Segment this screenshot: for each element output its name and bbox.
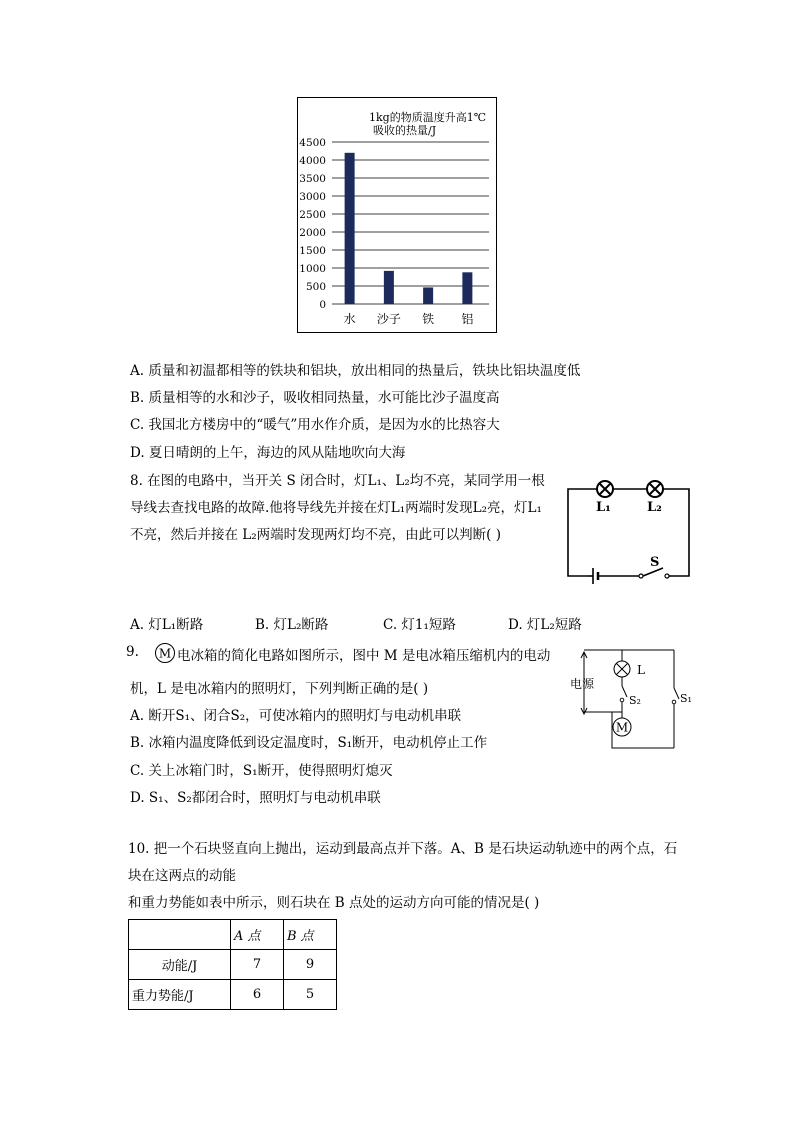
table-cell: 6 bbox=[231, 980, 284, 1010]
y-tick-label: 1500 bbox=[299, 245, 326, 257]
chart-title-line2: 吸收的热量/J bbox=[373, 124, 437, 137]
lamp-l-icon bbox=[614, 661, 630, 677]
q8-option-b[interactable]: B. 灯L₂断路 bbox=[255, 617, 329, 633]
y-tick-label: 3000 bbox=[299, 191, 326, 203]
battery-icon bbox=[588, 568, 639, 584]
power-source-label: 电源 bbox=[570, 677, 595, 691]
table-row bbox=[129, 980, 337, 1010]
q8-circuit-diagram bbox=[563, 476, 693, 586]
q8-option-a[interactable]: A. 灯L₁断路 bbox=[130, 617, 204, 633]
energy-table bbox=[128, 919, 337, 1010]
bar-3 bbox=[462, 272, 472, 304]
lamp-l-label: L bbox=[637, 663, 645, 677]
q9-stem-line2: 机，L 是电冰箱内的照明灯，下列判断正确的是( ) bbox=[130, 681, 429, 697]
y-tick-label: 500 bbox=[305, 281, 326, 293]
x-category-label: 铝 bbox=[461, 312, 474, 326]
q8-stem-line2: 导线去查找电路的故障.他将导线先并接在灯L₁两端时发现L₂亮，灯L₁ bbox=[130, 500, 542, 516]
x-category-label: 水 bbox=[343, 312, 356, 326]
q9-option-d[interactable]: D. S₁、S₂都闭合时，照明灯与电动机串联 bbox=[130, 790, 381, 806]
q9-option-c[interactable]: C. 关上冰箱门时，S₁断开，使得照明灯熄灭 bbox=[130, 763, 393, 779]
q7-option-d[interactable]: D. 夏日晴朗的上午，海边的风从陆地吹向大海 bbox=[130, 445, 406, 461]
x-category-label: 铁 bbox=[422, 312, 435, 326]
q9-option-b[interactable]: B. 冰箱内温度降低到设定温度时，S₁断开，电动机停止工作 bbox=[130, 735, 488, 751]
switch-s1-icon bbox=[672, 688, 679, 704]
table-header-row bbox=[129, 920, 337, 950]
q7-option-a[interactable]: A. 质量和初温都相等的铁块和铝块，放出相同的热量后，铁块比铝块温度低 bbox=[130, 363, 581, 379]
q7-option-b[interactable]: B. 质量相等的水和沙子，吸收相同热量，水可能比沙子温度高 bbox=[130, 390, 500, 406]
y-tick-label: 2000 bbox=[299, 227, 326, 239]
switch-s-label: S bbox=[650, 555, 660, 570]
bar-1 bbox=[384, 271, 394, 304]
table-row-label: 重力势能/J bbox=[129, 980, 231, 1010]
table-header-cell bbox=[129, 920, 231, 950]
y-tick-label: 0 bbox=[319, 299, 326, 311]
table-header-cell: B 点 bbox=[284, 920, 337, 950]
bar-0 bbox=[345, 153, 355, 304]
motor-symbol-label: M bbox=[158, 646, 172, 661]
q8-circuit-wire bbox=[663, 489, 689, 576]
y-tick-label: 4000 bbox=[299, 155, 326, 167]
y-tick-label: 2500 bbox=[299, 209, 326, 221]
bar-2 bbox=[423, 287, 433, 304]
table-cell: 5 bbox=[284, 980, 337, 1010]
q10-stem-line2: 块在这两点的动能 bbox=[128, 868, 236, 884]
q8-stem-line3: 不亮，然后并接在 L₂两端时发现两灯均不亮，由此可以判断( ) bbox=[130, 527, 501, 543]
lamp-l2-label: L₂ bbox=[647, 500, 662, 515]
table-cell: 7 bbox=[231, 950, 284, 980]
y-tick-label: 4500 bbox=[299, 137, 326, 149]
y-tick-label: 1000 bbox=[299, 263, 326, 275]
motor-symbol-icon bbox=[154, 642, 176, 664]
q7-option-c[interactable]: C. 我国北方楼房中的“暖气”用水作介质，是因为水的比热容大 bbox=[130, 417, 500, 433]
table-cell: 9 bbox=[284, 950, 337, 980]
q10-stem-line3: 和重力势能如表中所示，则石块在 B 点处的运动方向可能的情况是( ) bbox=[128, 895, 540, 911]
switch-s1-label: S₁ bbox=[680, 692, 692, 705]
y-tick-label: 3500 bbox=[299, 173, 326, 185]
lamp-l1-label: L₁ bbox=[596, 500, 611, 515]
switch-s2-label: S₂ bbox=[629, 694, 641, 707]
q9-option-a[interactable]: A. 断开S₁、闭合S₂，可使冰箱内的照明灯与电动机串联 bbox=[130, 708, 462, 724]
switch-s2-icon bbox=[620, 686, 627, 702]
lamp-l2-icon bbox=[647, 481, 663, 497]
q10-stem-line1: 10. 把一个石块竖直向上抛出，运动到最高点并下落。A、B 是石块运动轨迹中的两个点，石 bbox=[128, 841, 678, 857]
q8-option-c[interactable]: C. 灯1₁短路 bbox=[383, 617, 456, 633]
lamp-l1-icon bbox=[597, 481, 613, 497]
heat-bar-chart bbox=[297, 97, 497, 333]
q9-number: 9. bbox=[126, 644, 139, 660]
x-category-label: 沙子 bbox=[376, 312, 401, 326]
q8-option-d[interactable]: D. 灯L₂短路 bbox=[508, 617, 582, 633]
chart-title-line1: 1kg的物质温度升高1℃ bbox=[369, 111, 487, 124]
q9-stem-line1: 电冰箱的简化电路如图所示，图中 M 是电冰箱压缩机内的电动 bbox=[177, 648, 551, 664]
table-header-cell: A 点 bbox=[231, 920, 284, 950]
motor-m-label: M bbox=[615, 720, 629, 735]
q8-stem-line1: 8. 在图的电路中，当开关 S 闭合时，灯L₁、L₂均不亮，某同学用一根 bbox=[130, 473, 545, 489]
table-row bbox=[129, 950, 337, 980]
q9-fridge-circuit bbox=[566, 642, 696, 752]
table-row-label: 动能/J bbox=[129, 950, 231, 980]
